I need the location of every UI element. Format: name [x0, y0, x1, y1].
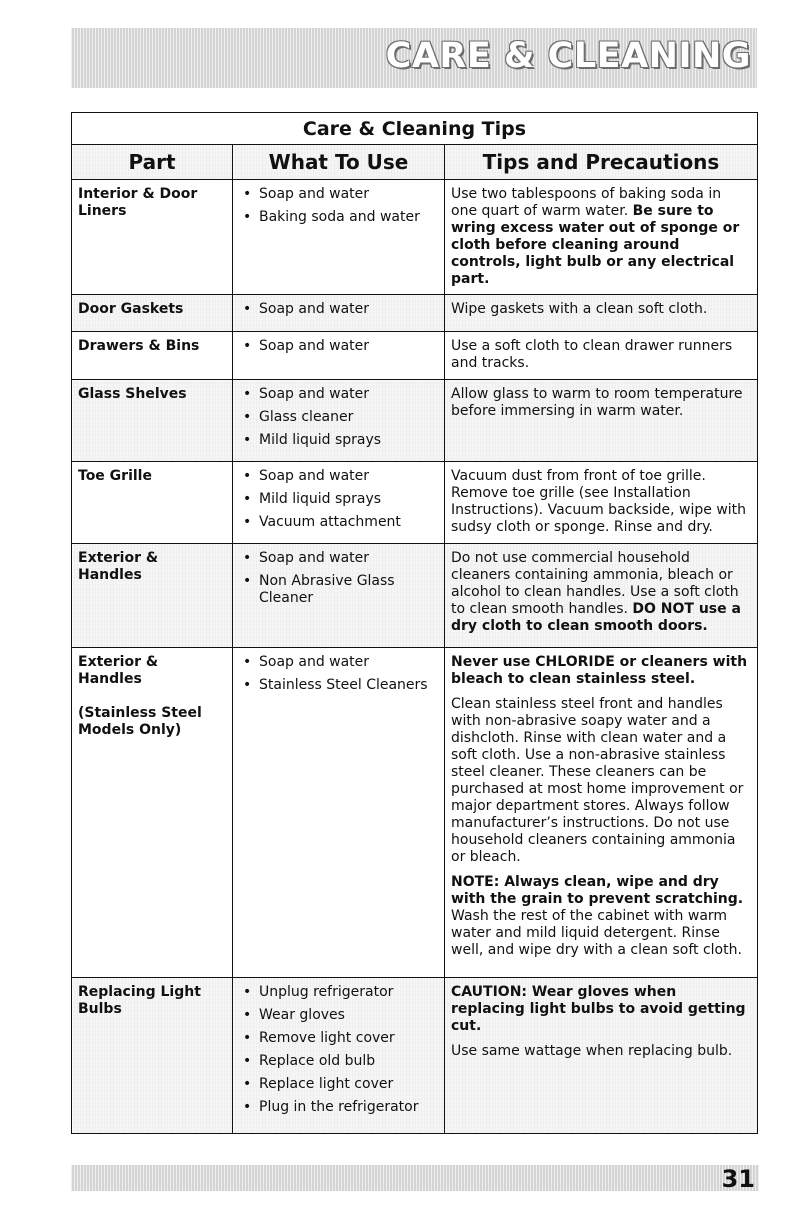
uses-cell: [233, 295, 445, 332]
uses-cell: [233, 978, 445, 1134]
list-item: • Vacuum attachment: [239, 514, 438, 531]
table-caption: Care & Cleaning Tips: [72, 113, 758, 145]
table-row: [72, 295, 758, 332]
list-item: • Glass cleaner: [239, 409, 438, 426]
uses-cell: [233, 380, 445, 462]
table-row: [72, 380, 758, 462]
page-banner: [71, 28, 757, 88]
list-item: • Soap and water: [239, 654, 438, 671]
header-tips: Tips and Precautions: [445, 145, 758, 180]
part-cell: Exterior & Handles (Stainless Steel Models Only): [72, 648, 233, 978]
part-cell: Toe Grille: [72, 462, 233, 544]
list-item: • Mild liquid sprays: [239, 491, 438, 508]
list-item: • Remove light cover: [239, 1030, 438, 1047]
uses-cell: [233, 544, 445, 648]
tips-cell: Use two tablespoons of baking soda in one quart of warm water. Be sure to wring excess water out of sponge or cloth before cleaning around controls, light bulb or any electrical part.: [445, 180, 758, 295]
section-title: CARE & CLEANING: [385, 36, 751, 76]
tips-cell: Use a soft cloth to clean drawer runners and tracks.: [445, 332, 758, 380]
uses-cell: [233, 648, 445, 978]
list-item: • Soap and water: [239, 468, 438, 485]
list-item: • Soap and water: [239, 550, 438, 567]
list-item: • Unplug refrigerator: [239, 984, 438, 1001]
tips-cell: Vacuum dust from front of toe grille. Remove toe grille (see Installation Instructions). Vacuum backside, wipe with sudsy cloth or sponge. Rinse and dry.: [445, 462, 758, 544]
table-row: [72, 978, 758, 1134]
tips-cell: CAUTION: Wear gloves when replacing light bulbs to avoid getting cut. Use same wattage when replacing bulb.: [445, 978, 758, 1134]
uses-cell: [233, 332, 445, 380]
table-row: [72, 180, 758, 295]
list-item: • Stainless Steel Cleaners: [239, 677, 438, 694]
uses-cell: [233, 180, 445, 295]
list-item: • Plug in the refrigerator: [239, 1099, 438, 1116]
header-what-to-use: What To Use: [233, 145, 445, 180]
tips-cell: Do not use commercial household cleaners containing ammonia, bleach or alcohol to clean handles. Use a soft cloth to clean smooth handles. DO NOT use a dry cloth to clean smooth doors.: [445, 544, 758, 648]
list-item: • Non Abrasive Glass Cleaner: [239, 573, 438, 607]
list-item: • Soap and water: [239, 386, 438, 403]
list-item: • Soap and water: [239, 338, 438, 355]
page-footer-bar: [71, 1165, 759, 1191]
part-cell: Glass Shelves: [72, 380, 233, 462]
table-row: [72, 332, 758, 380]
part-cell: Replacing Light Bulbs: [72, 978, 233, 1134]
list-item: • Soap and water: [239, 301, 438, 318]
tips-cell: Never use CHLORIDE or cleaners with bleach to clean stainless steel. Clean stainless steel front and handles with non-abrasive soapy water and a dishcloth. Rinse with clean water and a soft cloth. Use a non-abrasive stainless steel cleaner. These cleaners can be purchased at most home improvement or major department stores. Always follow manufacturer’s instructions. Do not use household cleaners containing ammonia or bleach. NOTE: Always clean, wipe and dry with the grain to prevent scratching. Wash the rest of the cabinet with warm water and mild liquid detergent. Rinse well, and wipe dry with a clean soft cloth.: [445, 648, 758, 978]
care-cleaning-table: [71, 112, 758, 1134]
part-cell: Door Gaskets: [72, 295, 233, 332]
list-item: • Replace light cover: [239, 1076, 438, 1093]
list-item: • Soap and water: [239, 186, 438, 203]
page-number: 31: [721, 1165, 755, 1193]
list-item: • Wear gloves: [239, 1007, 438, 1024]
tips-cell: Wipe gaskets with a clean soft cloth.: [445, 295, 758, 332]
uses-cell: [233, 462, 445, 544]
table-row: [72, 648, 758, 978]
table-row: [72, 462, 758, 544]
list-item: • Replace old bulb: [239, 1053, 438, 1070]
header-part: Part: [72, 145, 233, 180]
list-item: • Baking soda and water: [239, 209, 438, 226]
tips-cell: Allow glass to warm to room temperature before immersing in warm water.: [445, 380, 758, 462]
part-cell: Drawers & Bins: [72, 332, 233, 380]
part-cell: Exterior & Handles: [72, 544, 233, 648]
part-cell: Interior & Door Liners: [72, 180, 233, 295]
list-item: • Mild liquid sprays: [239, 432, 438, 449]
table-row: [72, 544, 758, 648]
